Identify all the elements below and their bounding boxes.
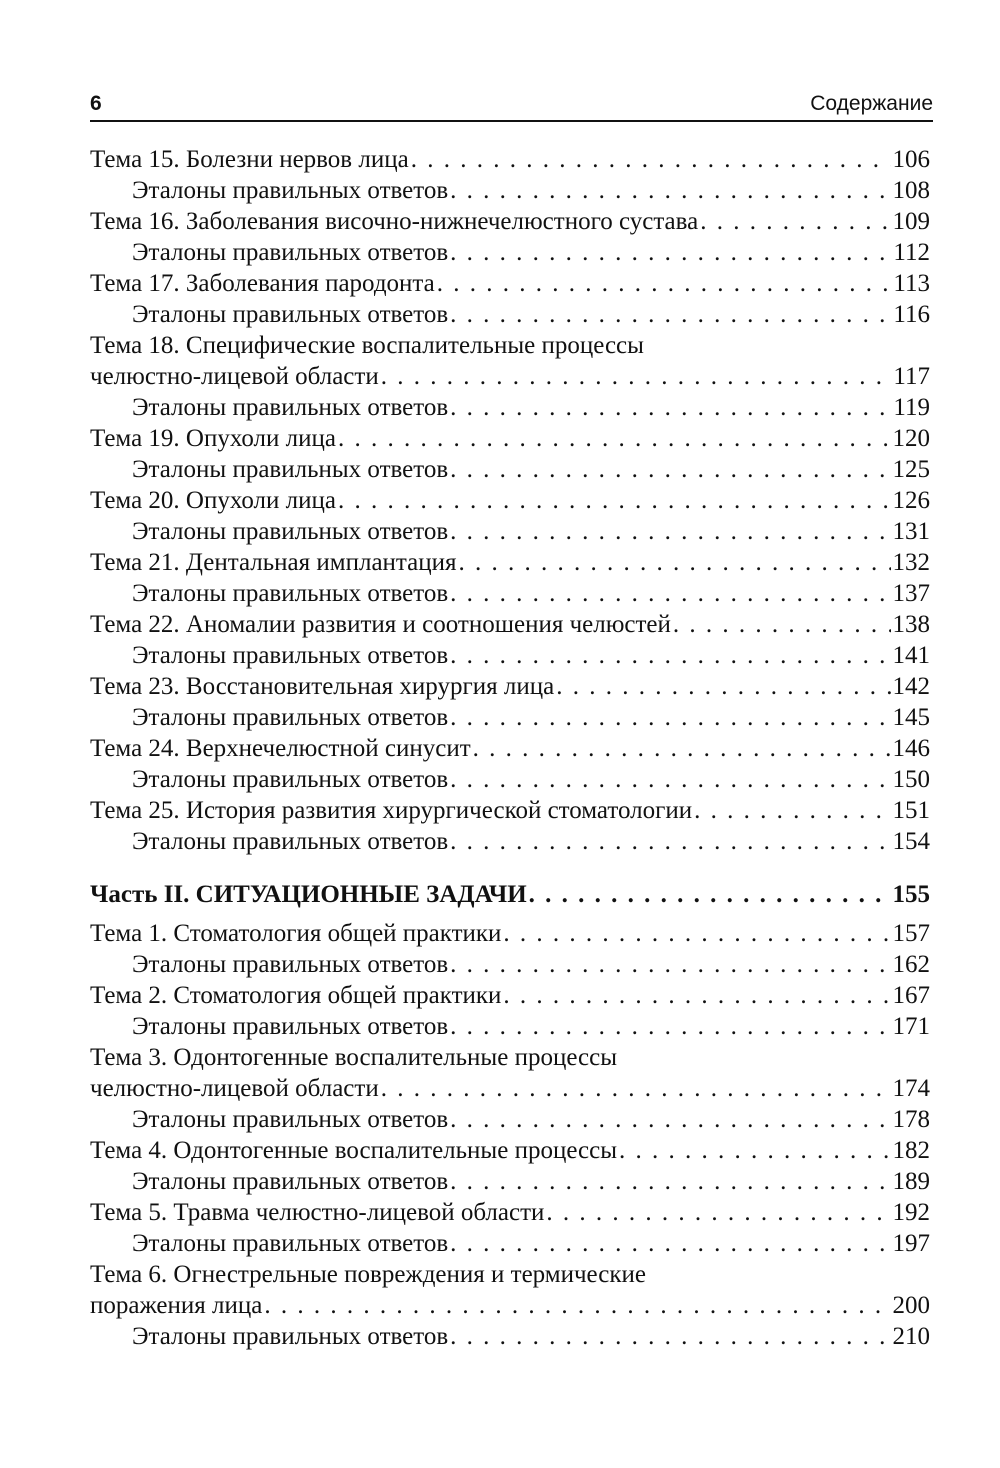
toc-subentry[interactable]: [132, 517, 930, 547]
toc-entry-title: Эталоны правильных ответов: [132, 394, 449, 421]
toc-entry-title: Тема 22. Аномалии развития и соотношения челюстей: [90, 611, 671, 638]
toc-entry-page: 125: [892, 456, 930, 483]
toc-entry-title: Эталоны правильных ответов: [132, 1230, 449, 1257]
leader-dots: [381, 362, 892, 392]
leader-dots: [694, 796, 890, 826]
toc-entry-title: Тема 18. Специфические воспалительные процессы: [90, 332, 644, 359]
toc-entry-page: 126: [892, 487, 930, 514]
toc-entry-page: 171: [892, 1013, 930, 1040]
leader-dots: [450, 238, 891, 268]
leader-dots: [450, 176, 890, 206]
toc-subentry[interactable]: [132, 176, 930, 206]
leader-dots: [503, 919, 890, 949]
toc-entry-page: 108: [892, 177, 930, 204]
toc-entry-page: 138: [892, 611, 930, 638]
toc-entry[interactable]: [90, 331, 930, 361]
toc-entry-title: Тема 2. Стоматология общей практики: [90, 982, 502, 1009]
toc-entry-continuation[interactable]: [90, 1074, 930, 1104]
leader-dots: [338, 486, 891, 516]
toc-subentry[interactable]: [132, 1167, 930, 1197]
leader-dots: [450, 393, 891, 423]
toc-entry[interactable]: [90, 1136, 930, 1166]
toc-entry-page: 116: [893, 301, 930, 328]
leader-dots: [450, 1167, 890, 1197]
toc-entry-title: Эталоны правильных ответов: [132, 1168, 449, 1195]
leader-dots: [411, 145, 891, 175]
leader-dots: [450, 300, 891, 330]
toc-subentry[interactable]: [132, 765, 930, 795]
toc-subentry[interactable]: [132, 641, 930, 671]
leader-dots: [619, 1136, 890, 1166]
toc-entry-page: 157: [892, 920, 930, 947]
toc-entry-title: Эталоны правильных ответов: [132, 518, 449, 545]
page-number: 6: [90, 92, 102, 115]
toc-entry-title: Тема 17. Заболевания пародонта: [90, 270, 435, 297]
leader-dots: [673, 610, 891, 640]
toc-subentry[interactable]: [132, 393, 930, 423]
toc-entry[interactable]: [90, 207, 930, 237]
toc-entry-page: 141: [892, 642, 930, 669]
toc-entry-page: 132: [892, 549, 930, 576]
toc-entry-title: Тема 16. Заболевания височно-нижнечелюстного сустава: [90, 208, 699, 235]
toc-subentry[interactable]: [132, 703, 930, 733]
toc-entry-title: Тема 15. Болезни нервов лица: [90, 146, 409, 173]
toc-entry[interactable]: [90, 486, 930, 516]
toc-subentry[interactable]: [132, 300, 930, 330]
leader-dots: [450, 1105, 890, 1135]
toc-entry[interactable]: [90, 610, 930, 640]
leader-dots: [450, 517, 890, 547]
toc-entry[interactable]: [90, 796, 930, 826]
toc-entry-title: Эталоны правильных ответов: [132, 1106, 449, 1133]
toc-entry-title: Эталоны правильных ответов: [132, 951, 449, 978]
toc-entry[interactable]: [90, 919, 930, 949]
leader-dots: [459, 548, 891, 578]
toc-entry-title: Эталоны правильных ответов: [132, 642, 449, 669]
leader-dots: [529, 880, 891, 910]
toc-entry-title: Часть II. СИТУАЦИОННЫЕ ЗАДАЧИ: [90, 881, 527, 908]
toc-entry[interactable]: [90, 1260, 930, 1290]
toc-entry-title: Эталоны правильных ответов: [132, 580, 449, 607]
leader-dots: [450, 641, 890, 671]
leader-dots: [450, 579, 890, 609]
toc-entry-page: 192: [892, 1199, 930, 1226]
toc-entry-page: 112: [893, 239, 930, 266]
toc-subentry[interactable]: [132, 579, 930, 609]
toc-entry-title: Тема 25. История развития хирургической стоматологии: [90, 797, 693, 824]
leader-dots: [700, 207, 890, 237]
toc-entry-title: Тема 4. Одонтогенные воспалительные процессы: [90, 1137, 618, 1164]
toc-entry-continuation[interactable]: [90, 362, 930, 392]
toc-entry-page: 154: [892, 828, 930, 855]
toc-entry-page: 162: [892, 951, 930, 978]
toc-entry-title: Тема 24. Верхнечелюстной синусит: [90, 735, 471, 762]
toc-entry-page: 178: [892, 1106, 930, 1133]
toc-entry-page: 200: [892, 1292, 930, 1319]
leader-dots: [264, 1291, 890, 1321]
leader-dots: [437, 269, 892, 299]
toc-entry-title: Эталоны правильных ответов: [132, 239, 449, 266]
toc-entry-title: челюстно-лицевой области: [90, 1075, 379, 1102]
toc-entry-page: 182: [892, 1137, 930, 1164]
toc-entry-page: 174: [892, 1075, 930, 1102]
leader-dots: [381, 1074, 891, 1104]
toc-entry[interactable]: [90, 672, 930, 702]
toc-entry[interactable]: [90, 269, 930, 299]
toc-entry-title: Эталоны правильных ответов: [132, 1013, 449, 1040]
leader-dots: [450, 455, 890, 485]
toc-entry-title: Тема 23. Восстановительная хирургия лица: [90, 673, 555, 700]
toc-entry-page: 117: [893, 363, 930, 390]
leader-dots: [450, 950, 890, 980]
leader-dots: [450, 1012, 890, 1042]
toc-entry-title: челюстно-лицевой области: [90, 363, 379, 390]
toc-entry-page: 155: [892, 881, 930, 908]
toc-subentry[interactable]: [132, 1012, 930, 1042]
toc-subentry[interactable]: [132, 1322, 930, 1352]
toc-entry-page: 120: [892, 425, 930, 452]
toc-entry[interactable]: [90, 1198, 930, 1228]
toc-entry-page: 189: [892, 1168, 930, 1195]
toc-entry-page: 210: [892, 1323, 930, 1350]
toc-entry-title: Эталоны правильных ответов: [132, 766, 449, 793]
toc-subentry[interactable]: [132, 455, 930, 485]
toc-entry-page: 113: [893, 270, 930, 297]
toc-entry-title: Тема 1. Стоматология общей практики: [90, 920, 502, 947]
toc-entry-page: 197: [892, 1230, 930, 1257]
toc-entry-page: 150: [892, 766, 930, 793]
leader-dots: [450, 827, 890, 857]
toc-entry[interactable]: [90, 424, 930, 454]
toc-entry-title: Эталоны правильных ответов: [132, 456, 449, 483]
toc-entry-page: 145: [892, 704, 930, 731]
section-title: Содержание: [810, 92, 933, 115]
toc-entry-page: 109: [892, 208, 930, 235]
toc-entry-title: Тема 5. Травма челюстно-лицевой области: [90, 1199, 545, 1226]
toc-entry-title: поражения лица: [90, 1292, 263, 1319]
leader-dots: [546, 1198, 890, 1228]
toc-entry[interactable]: [90, 734, 930, 764]
toc-entry-page: 151: [892, 797, 930, 824]
leader-dots: [450, 1322, 890, 1352]
toc-entry-page: 106: [892, 146, 930, 173]
toc-entry-title: Эталоны правильных ответов: [132, 1323, 449, 1350]
toc-entry-title: Тема 21. Дентальная имплантация: [90, 549, 457, 576]
leader-dots: [503, 981, 890, 1011]
toc-entry-page: 167: [892, 982, 930, 1009]
toc-entry[interactable]: [90, 981, 930, 1011]
toc-entry-title: Эталоны правильных ответов: [132, 301, 449, 328]
toc-entry-title: Тема 6. Огнестрельные повреждения и термические: [90, 1261, 646, 1288]
toc-entry-page: 146: [892, 735, 930, 762]
toc-entry-title: Тема 20. Опухоли лица: [90, 487, 336, 514]
toc-entry-title: Эталоны правильных ответов: [132, 704, 449, 731]
leader-dots: [450, 1229, 890, 1259]
toc-subentry[interactable]: [132, 827, 930, 857]
toc-entry[interactable]: [90, 548, 930, 578]
toc-subentry[interactable]: [132, 950, 930, 980]
toc-subentry[interactable]: [132, 1105, 930, 1135]
leader-dots: [556, 672, 890, 702]
toc-entry-title: Тема 3. Одонтогенные воспалительные процессы: [90, 1044, 618, 1071]
toc-entry-title: Эталоны правильных ответов: [132, 177, 449, 204]
leader-dots: [473, 734, 891, 764]
toc-subentry[interactable]: [132, 1229, 930, 1259]
leader-dots: [450, 765, 890, 795]
toc-entry-page: 119: [893, 394, 930, 421]
leader-dots: [450, 703, 890, 733]
toc-subentry[interactable]: [132, 238, 930, 268]
leader-dots: [338, 424, 891, 454]
toc-entry-page: 137: [892, 580, 930, 607]
toc-entry-page: 131: [892, 518, 930, 545]
toc-entry-title: Эталоны правильных ответов: [132, 828, 449, 855]
toc-entry-page: 142: [892, 673, 930, 700]
toc-part-heading[interactable]: [90, 880, 930, 910]
toc-entry[interactable]: [90, 145, 930, 175]
toc-entry[interactable]: [90, 1043, 930, 1073]
toc-entry-title: Тема 19. Опухоли лица: [90, 425, 336, 452]
toc-entry-continuation[interactable]: [90, 1291, 930, 1321]
